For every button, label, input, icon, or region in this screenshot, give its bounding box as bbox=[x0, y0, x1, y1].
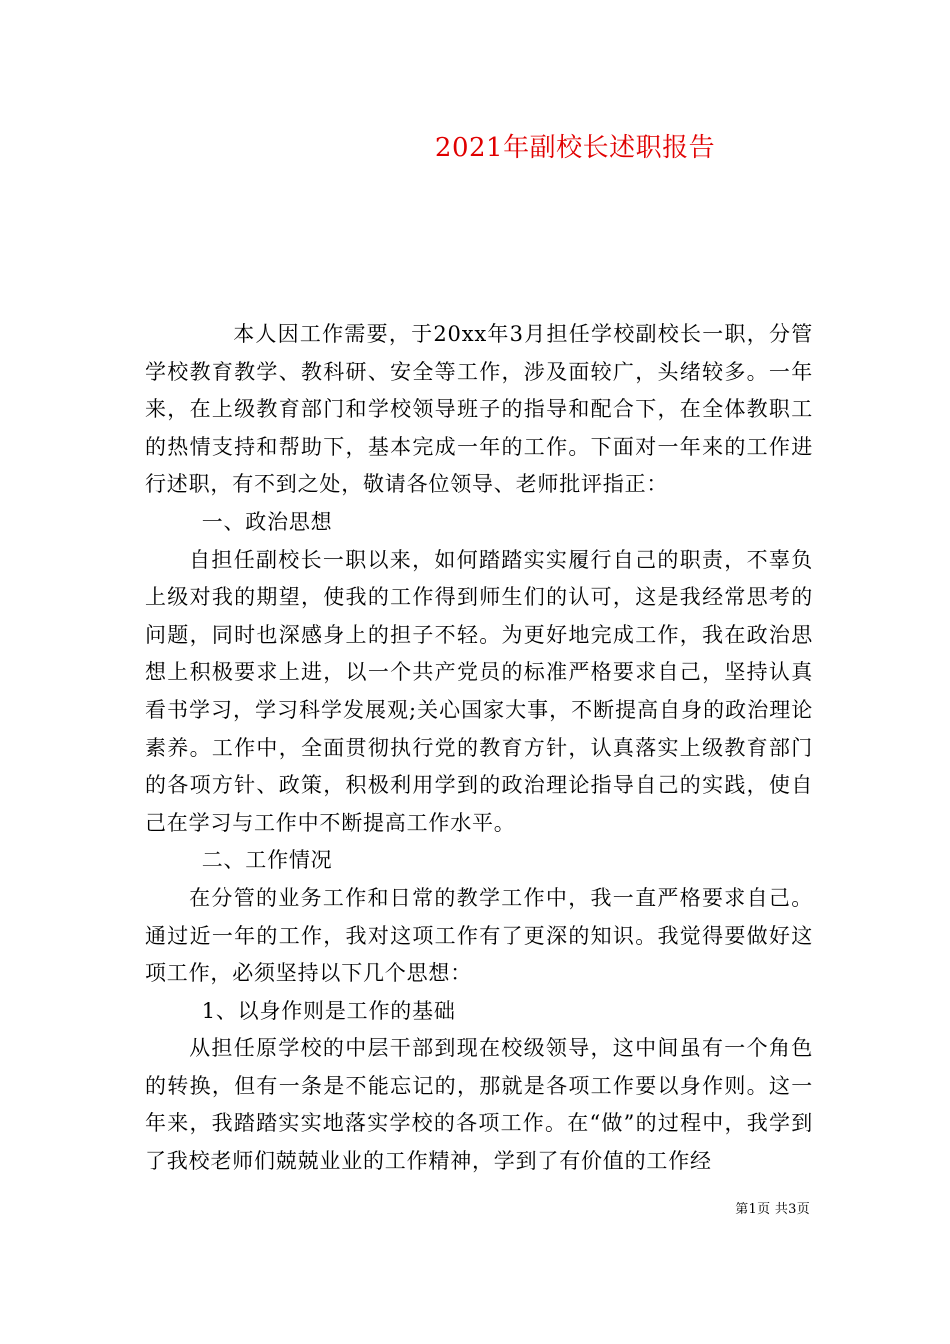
paragraph-intro: 本人因工作需要，于20xx年3月担任学校副校长一职，分管学校教育教学、教科研、安全等工作，涉及面较广，头绪较多。一年来，在上级教育部门和学校领导班子的指导和配合下，在全体教职工的热情支持和帮助下，基本完成一年的工作。下面对一年来的工作进行述职，有不到之处，敬请各位领导、老师批评指正： bbox=[145, 322, 813, 497]
document-title: 2021年副校长述职报告 bbox=[434, 133, 716, 163]
page-number: 第1页 共3页 bbox=[735, 1202, 810, 1217]
section-heading-political: 一、政治思想 bbox=[201, 509, 333, 534]
paragraph-political: 自担任副校长一职以来，如何踏踏实实履行自己的职责，不辜负上级对我的期望，使我的工作得到师生们的认可，这是我经常思考的问题，同时也深感身上的担子不轻。为更好地完成工作，我在政治思想上积极要求上进，以一个共产党员的标准严格要求自己，坚持认真看书学习，学习科学发展观;关心国家大事，不断提高自身的政治理论素养。工作中，全面贯彻执行党的教育方针，认真落实上级教育部门的各项方针、政策，积极利用学到的政治理论指导自己的实践，使自己在学习与工作中不断提高工作水平。 bbox=[145, 547, 813, 835]
subsection-heading-example: 1、以身作则是工作的基础 bbox=[201, 998, 456, 1023]
section-heading-work: 二、工作情况 bbox=[201, 848, 333, 873]
paragraph-example: 从担任原学校的中层干部到现在校级领导，这中间虽有一个角色的转换，但有一条是不能忘记的，那就是各项工作要以身作则。这一年来，我踏踏实实地落实学校的各项工作。在“做”的过程中，我学到了我校老师们兢兢业业的工作精神，学到了有价值的工作经 bbox=[145, 1036, 813, 1174]
document-body bbox=[145, 316, 813, 1181]
paragraph-work: 在分管的业务工作和日常的教学工作中，我一直严格要求自己。通过近一年的工作，我对这项工作有了更深的知识。我觉得要做好这项工作，必须坚持以下几个思想： bbox=[145, 885, 813, 986]
